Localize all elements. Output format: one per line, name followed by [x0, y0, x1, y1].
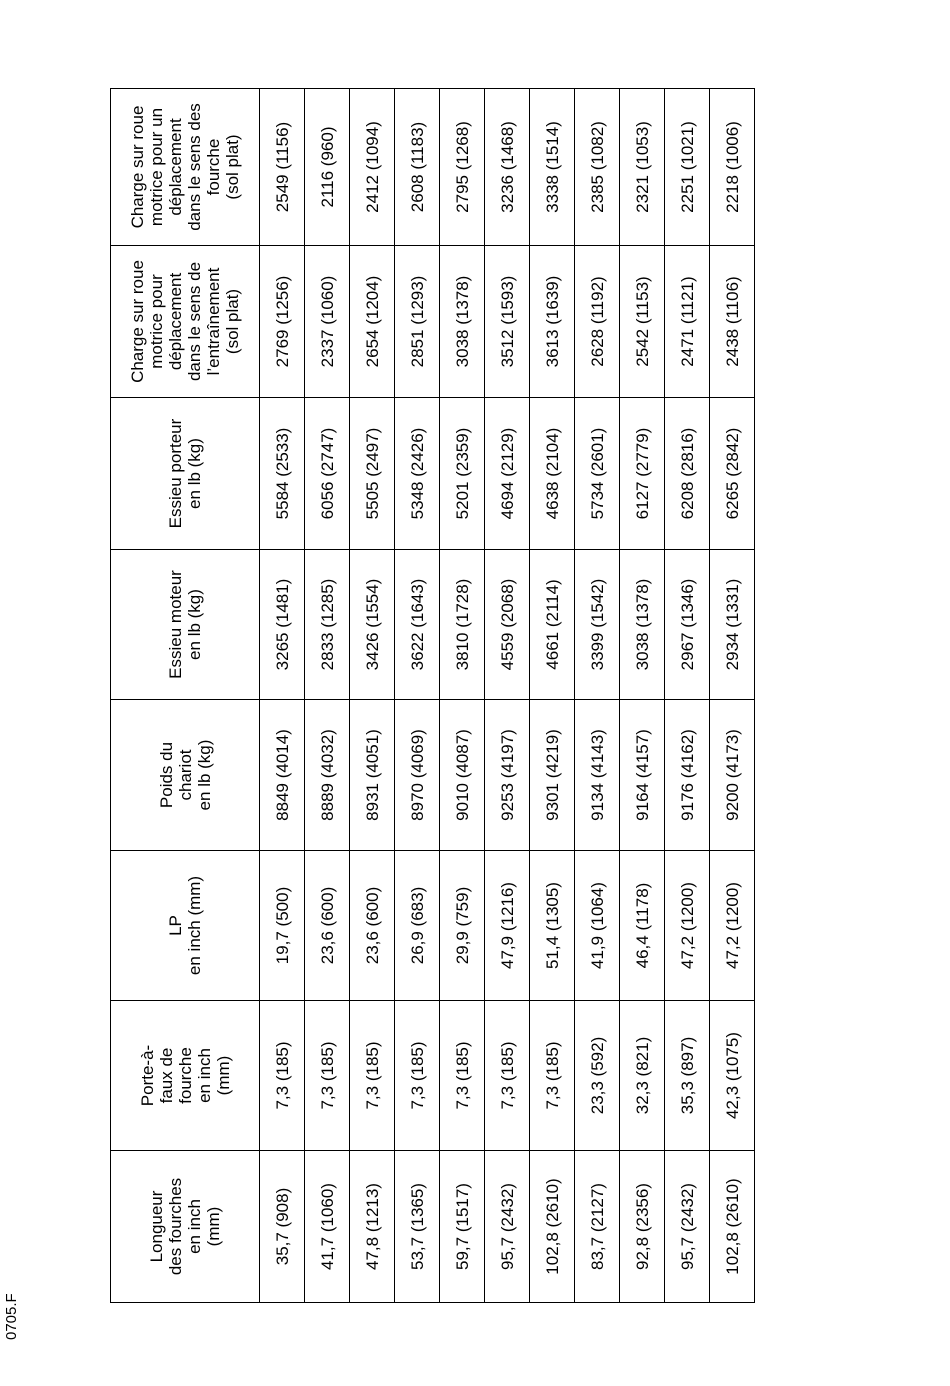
cell-fork-overhang: 23,3 (592)	[575, 1001, 620, 1151]
table-row	[440, 89, 485, 1303]
cell-fork-overhang: 7,3 (185)	[440, 1001, 485, 1151]
cell-drive-axle: 4559 (2068)	[485, 550, 530, 700]
cell-fork-overhang: 7,3 (185)	[395, 1001, 440, 1151]
cell-fork-length: 102,8 (2610)	[530, 1151, 575, 1303]
cell-drive-wheel-load-drive-direction: 2628 (1192)	[575, 246, 620, 398]
table-row	[350, 89, 395, 1303]
cell-drive-axle: 3810 (1728)	[440, 550, 485, 700]
header-lp: LP en inch (mm)	[111, 851, 260, 1001]
table-row	[305, 89, 350, 1303]
cell-drive-wheel-load-drive-direction: 2337 (1060)	[305, 246, 350, 398]
cell-truck-weight: 8849 (4014)	[260, 700, 305, 851]
header-drive-wheel-load-drive-direction: Charge sur roue motrice pour déplacement dans le sens de l’entraînement (sol plat)	[111, 246, 260, 398]
cell-drive-wheel-load-drive-direction: 2542 (1153)	[620, 246, 665, 398]
cell-drive-wheel-load-fork-direction: 2549 (1156)	[260, 89, 305, 246]
cell-truck-weight: 8970 (4069)	[395, 700, 440, 851]
cell-fork-overhang: 42,3 (1075)	[710, 1001, 755, 1151]
header-truck-weight: Poids du chariot en lb (kg)	[111, 700, 260, 851]
cell-load-axle: 5348 (2426)	[395, 398, 440, 550]
cell-load-axle: 6056 (2747)	[305, 398, 350, 550]
cell-drive-wheel-load-drive-direction: 3512 (1593)	[485, 246, 530, 398]
cell-drive-wheel-load-fork-direction: 2218 (1006)	[710, 89, 755, 246]
cell-fork-length: 95,7 (2432)	[665, 1151, 710, 1303]
table-row	[485, 89, 530, 1303]
cell-lp: 23,6 (600)	[350, 851, 395, 1001]
cell-drive-wheel-load-drive-direction: 3038 (1378)	[440, 246, 485, 398]
cell-load-axle: 5734 (2601)	[575, 398, 620, 550]
cell-drive-wheel-load-fork-direction: 2321 (1053)	[620, 89, 665, 246]
table-row	[710, 89, 755, 1303]
cell-truck-weight: 8931 (4051)	[350, 700, 395, 851]
cell-load-axle: 4638 (2104)	[530, 398, 575, 550]
cell-truck-weight: 9164 (4157)	[620, 700, 665, 851]
rotated-table-container	[110, 89, 751, 1303]
cell-drive-wheel-load-fork-direction: 2412 (1094)	[350, 89, 395, 246]
cell-fork-length: 95,7 (2432)	[485, 1151, 530, 1303]
cell-load-axle: 6265 (2842)	[710, 398, 755, 550]
cell-drive-wheel-load-fork-direction: 2251 (1021)	[665, 89, 710, 246]
cell-fork-length: 35,7 (908)	[260, 1151, 305, 1303]
cell-fork-length: 53,7 (1365)	[395, 1151, 440, 1303]
cell-fork-length: 59,7 (1517)	[440, 1151, 485, 1303]
cell-drive-axle: 2833 (1285)	[305, 550, 350, 700]
cell-drive-axle: 3399 (1542)	[575, 550, 620, 700]
cell-truck-weight: 9253 (4197)	[485, 700, 530, 851]
header-load-axle: Essieu porteur en lb (kg)	[111, 398, 260, 550]
table-row	[260, 89, 305, 1303]
cell-drive-axle: 3426 (1554)	[350, 550, 395, 700]
cell-drive-wheel-load-drive-direction: 2654 (1204)	[350, 246, 395, 398]
cell-load-axle: 5201 (2359)	[440, 398, 485, 550]
cell-fork-overhang: 7,3 (185)	[530, 1001, 575, 1151]
cell-fork-length: 102,8 (2610)	[710, 1151, 755, 1303]
cell-fork-length: 83,7 (2127)	[575, 1151, 620, 1303]
cell-load-axle: 6127 (2779)	[620, 398, 665, 550]
cell-lp: 47,2 (1200)	[710, 851, 755, 1001]
cell-lp: 47,9 (1216)	[485, 851, 530, 1001]
cell-fork-length: 47,8 (1213)	[350, 1151, 395, 1303]
cell-drive-wheel-load-fork-direction: 3236 (1468)	[485, 89, 530, 246]
cell-drive-wheel-load-fork-direction: 2608 (1183)	[395, 89, 440, 246]
cell-fork-length: 41,7 (1060)	[305, 1151, 350, 1303]
cell-truck-weight: 9200 (4173)	[710, 700, 755, 851]
cell-drive-wheel-load-drive-direction: 2769 (1256)	[260, 246, 305, 398]
cell-load-axle: 4694 (2129)	[485, 398, 530, 550]
cell-lp: 51,4 (1305)	[530, 851, 575, 1001]
cell-drive-wheel-load-drive-direction: 2438 (1106)	[710, 246, 755, 398]
header-drive-axle: Essieu moteur en lb (kg)	[111, 550, 260, 700]
cell-fork-overhang: 7,3 (185)	[260, 1001, 305, 1151]
cell-drive-axle: 2934 (1331)	[710, 550, 755, 700]
cell-drive-axle: 3622 (1643)	[395, 550, 440, 700]
cell-drive-wheel-load-drive-direction: 2471 (1121)	[665, 246, 710, 398]
cell-fork-overhang: 7,3 (185)	[350, 1001, 395, 1151]
cell-fork-overhang: 32,3 (821)	[620, 1001, 665, 1151]
cell-drive-wheel-load-fork-direction: 3338 (1514)	[530, 89, 575, 246]
table-row	[395, 89, 440, 1303]
cell-drive-wheel-load-drive-direction: 2851 (1293)	[395, 246, 440, 398]
cell-truck-weight: 9301 (4219)	[530, 700, 575, 851]
document-code: 0705.F	[3, 1293, 20, 1340]
cell-drive-wheel-load-drive-direction: 3613 (1639)	[530, 246, 575, 398]
cell-drive-wheel-load-fork-direction: 2116 (960)	[305, 89, 350, 246]
cell-fork-overhang: 7,3 (185)	[485, 1001, 530, 1151]
cell-truck-weight: 9134 (4143)	[575, 700, 620, 851]
table-row	[530, 89, 575, 1303]
load-specification-table	[110, 88, 755, 1303]
cell-lp: 29,9 (759)	[440, 851, 485, 1001]
cell-load-axle: 5584 (2533)	[260, 398, 305, 550]
cell-load-axle: 5505 (2497)	[350, 398, 395, 550]
table-row	[620, 89, 665, 1303]
cell-drive-wheel-load-fork-direction: 2795 (1268)	[440, 89, 485, 246]
cell-lp: 41,9 (1064)	[575, 851, 620, 1001]
cell-fork-overhang: 35,3 (897)	[665, 1001, 710, 1151]
cell-drive-wheel-load-fork-direction: 2385 (1082)	[575, 89, 620, 246]
cell-drive-axle: 2967 (1346)	[665, 550, 710, 700]
table-row	[665, 89, 710, 1303]
table-row	[575, 89, 620, 1303]
cell-drive-axle: 4661 (2114)	[530, 550, 575, 700]
header-fork-length: Longueur des fourches en inch (mm)	[111, 1151, 260, 1303]
cell-lp: 46,4 (1178)	[620, 851, 665, 1001]
cell-fork-length: 92,8 (2356)	[620, 1151, 665, 1303]
cell-load-axle: 6208 (2816)	[665, 398, 710, 550]
cell-drive-axle: 3265 (1481)	[260, 550, 305, 700]
cell-truck-weight: 8889 (4032)	[305, 700, 350, 851]
cell-fork-overhang: 7,3 (185)	[305, 1001, 350, 1151]
cell-truck-weight: 9176 (4162)	[665, 700, 710, 851]
cell-drive-axle: 3038 (1378)	[620, 550, 665, 700]
header-fork-overhang: Porte-à- faux de fourche en inch (mm)	[111, 1001, 260, 1151]
table-body	[260, 89, 755, 1303]
cell-lp: 19,7 (500)	[260, 851, 305, 1001]
header-drive-wheel-load-fork-direction: Charge sur roue motrice pour un déplacement dans le sens des fourche (sol plat)	[111, 89, 260, 246]
cell-lp: 47,2 (1200)	[665, 851, 710, 1001]
cell-lp: 23,6 (600)	[305, 851, 350, 1001]
cell-truck-weight: 9010 (4087)	[440, 700, 485, 851]
cell-lp: 26,9 (683)	[395, 851, 440, 1001]
table-header-row	[111, 89, 260, 1303]
